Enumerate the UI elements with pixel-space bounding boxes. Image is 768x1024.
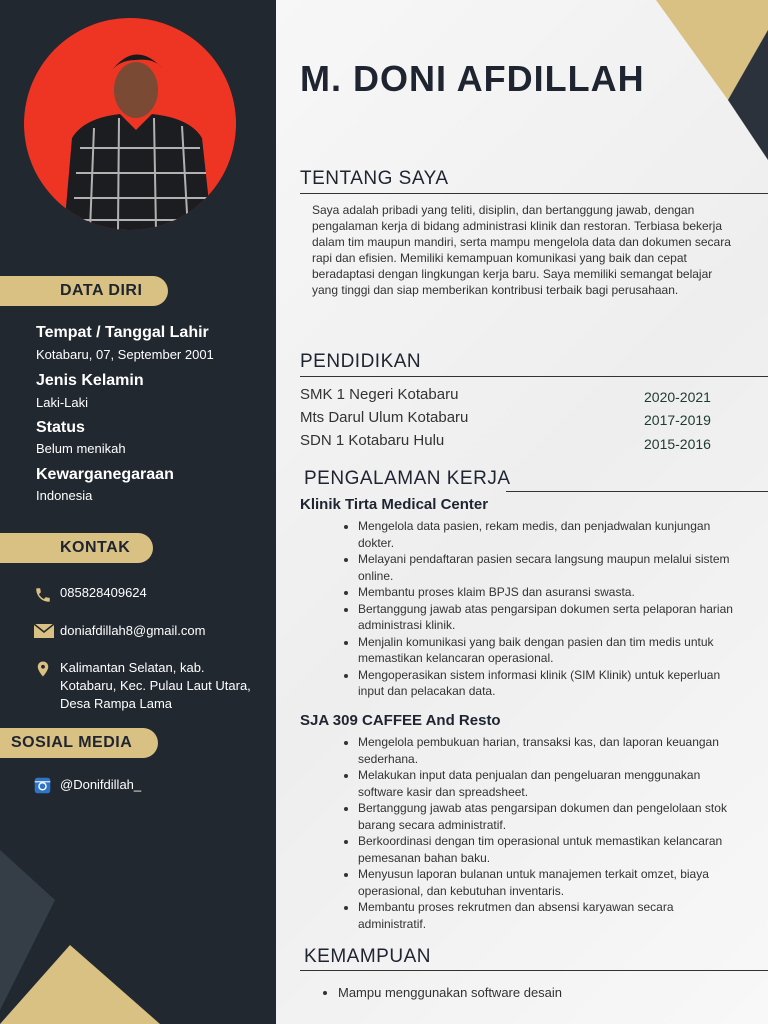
list-item: • Mengoperasikan sistem informasi klinik (SIM Klinik) untuk keperluan input dan pelacakan data.	[358, 667, 738, 700]
school-name: SMK 1 Negeri Kotabaru	[300, 386, 459, 403]
list-item: • Membantu proses rekrutmen dan absensi karyawan secara administratif.	[358, 899, 738, 932]
divider	[506, 491, 768, 492]
list-item: • Menjalin komunikasi yang baik dengan pasien dan tim medis untuk memastikan kelancaran operasional.	[358, 634, 738, 667]
experience-heading: PENGALAMAN KERJA	[304, 468, 511, 489]
list-item: • Bertanggung jawab atas pengarsipan dokumen serta pelaporan harian administrasi klinik.	[358, 601, 738, 634]
job-title: SJA 309 CAFFEE And Resto	[300, 712, 501, 729]
job-duties-list	[340, 734, 738, 932]
school-years: 2015-2016	[644, 436, 711, 452]
gender-value: Laki-Laki	[36, 395, 89, 410]
phone-icon	[34, 586, 52, 604]
gender-label: Jenis Kelamin	[36, 372, 144, 389]
school-name: SDN 1 Kotabaru Hulu	[300, 432, 445, 449]
address-line: Kalimantan Selatan, kab.	[60, 660, 205, 675]
status-value: Belum menikah	[36, 441, 126, 456]
divider	[300, 970, 768, 971]
person-silhouette	[24, 18, 236, 230]
school-years: 2017-2019	[644, 412, 711, 428]
list-item: • Mengelola pembukuan harian, transaksi kas, dan laporan keuangan sederhana.	[358, 734, 738, 767]
email-text[interactable]: doniafdillah8@gmail.com	[60, 623, 206, 638]
list-item: • Mampu menggunakan software desain	[338, 985, 718, 1002]
birth-label: Tempat / Tanggal Lahir	[36, 324, 209, 341]
instagram-handle[interactable]: @Donifdillah_	[60, 777, 142, 792]
address-text	[60, 659, 251, 713]
list-item: • Membantu proses klaim BPJS dan asuransi swasta.	[358, 584, 738, 601]
about-heading: TENTANG SAYA	[300, 168, 449, 189]
birth-value: Kotabaru, 07, September 2001	[36, 347, 214, 362]
list-item: • Menyusun laporan bulanan untuk manajemen terkait omzet, biaya operasional, dan kebutuhan inventaris.	[358, 866, 738, 899]
citizenship-label: Kewarganegaraan	[36, 466, 174, 483]
address-line: Kotabaru, Kec. Pulau Laut Utara,	[60, 678, 251, 693]
sidebar	[0, 0, 276, 1024]
list-item: • Mengelola data pasien, rekam medis, dan penjadwalan kunjungan dokter.	[358, 518, 738, 551]
address-line: Desa Rampa Lama	[60, 696, 172, 711]
citizenship-value: Indonesia	[36, 488, 93, 503]
status-label: Status	[36, 419, 85, 436]
school-name: Mts Darul Ulum Kotabaru	[300, 409, 469, 426]
list-item: • Bertanggung jawab atas pengarsipan dokumen dan pengelolaan stok barang secara administratif.	[358, 800, 738, 833]
sosial-media-title: SOSIAL MEDIA	[11, 734, 133, 751]
list-item: • Berkoordinasi dengan tim operasional untuk memastikan kelancaran pemesanan bahan baku.	[358, 833, 738, 866]
divider	[300, 376, 768, 377]
list-item: • Melakukan input data penjualan dan pengeluaran menggunakan software kasir dan spreadsheet.	[358, 767, 738, 800]
sosial-media-header	[0, 728, 158, 758]
about-text: Saya adalah pribadi yang teliti, disiplin, dan bertanggung jawab, dengan pengalaman kerja di bidang administrasi klinik dan restoran. Terbiasa bekerja dalam tim maupun mandiri, serta mampu mengelola data dan dokumen secara rapi dan efisien. Memiliki kemampuan komunikasi yang baik dan cepat beradaptasi dengan lingkungan kerja baru. Saya memiliki semangat belajar yang tinggi dan siap memberikan kontribusi terbaik bagi perusahaan.	[312, 203, 731, 297]
job-duties-list	[340, 518, 738, 700]
data-diri-title: DATA DIRI	[60, 282, 143, 299]
page-title: M. DONI AFDILLAH	[300, 58, 645, 99]
profile-photo	[24, 18, 236, 230]
skills-heading: KEMAMPUAN	[304, 946, 431, 967]
education-heading: PENDIDIKAN	[300, 351, 422, 372]
main-content	[276, 0, 768, 1024]
kontak-title: KONTAK	[60, 539, 131, 556]
phone-text[interactable]: 085828409624	[60, 585, 147, 600]
job-title: Klinik Tirta Medical Center	[300, 496, 489, 513]
divider	[300, 193, 768, 194]
instagram-icon	[34, 777, 51, 794]
location-icon	[34, 660, 52, 678]
school-years: 2020-2021	[644, 389, 711, 405]
email-icon	[34, 623, 54, 639]
skills-list	[320, 985, 718, 1002]
kontak-header	[0, 533, 153, 563]
data-diri-header	[0, 276, 168, 306]
list-item: • Melayani pendaftaran pasien secara langsung maupun melalui sistem online.	[358, 551, 738, 584]
